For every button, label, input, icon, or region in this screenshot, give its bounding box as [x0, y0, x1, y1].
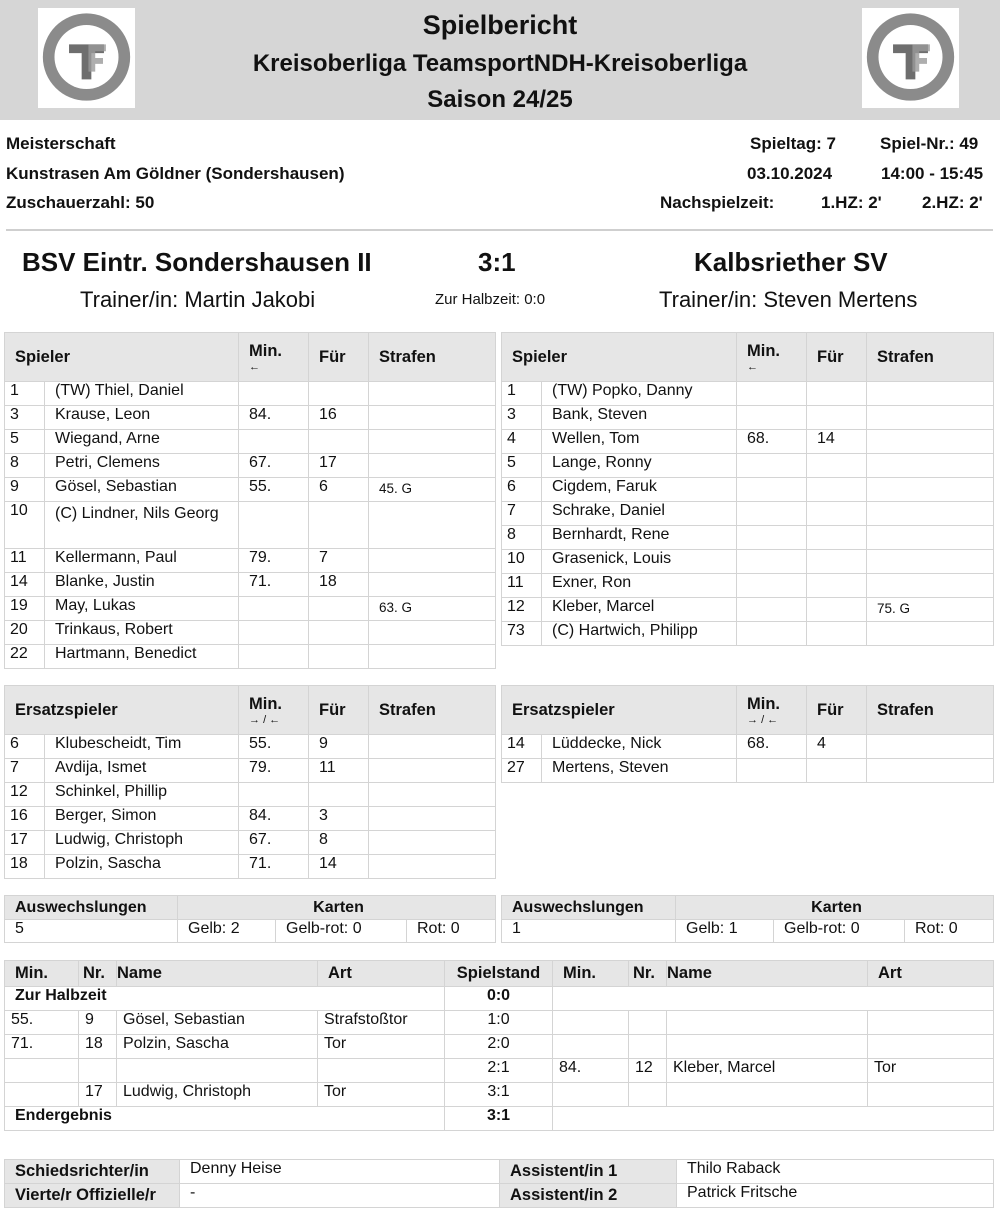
away-goal-scorer: [667, 1083, 868, 1107]
home-goal-minute: [5, 1059, 79, 1083]
shirt-number: 12: [5, 783, 45, 807]
col-for: Für: [309, 686, 369, 735]
sub-minute: [239, 621, 309, 645]
player-row: [5, 735, 496, 759]
sub-minute: [737, 406, 807, 430]
assistant1-name: Thilo Raback: [677, 1160, 994, 1184]
shirt-number: 1: [5, 382, 45, 406]
col-goal-min: Min.: [5, 961, 79, 987]
match-date: 03.10.2024: [747, 164, 833, 183]
away-goal-type: [868, 1011, 994, 1035]
final-score: 3:1: [478, 247, 516, 277]
player-name: Krause, Leon: [45, 406, 239, 430]
replaced-number: [807, 598, 867, 622]
player-row: [502, 550, 994, 574]
away-goal-number: [629, 1083, 667, 1107]
col-goal-no: Nr.: [79, 961, 117, 987]
stoppage-second-half: 2.HZ: 2': [922, 193, 983, 212]
season-label: Saison 24/25: [427, 86, 573, 113]
sub-minute: [737, 622, 807, 646]
col-goal-score: Spielstand: [445, 961, 553, 987]
venue: Kunstrasen Am Göldner (Sondershausen): [6, 164, 345, 183]
replaced-number: [309, 502, 369, 549]
shirt-number: 14: [5, 573, 45, 597]
penalty-entry: [867, 502, 994, 526]
player-row: [502, 759, 994, 783]
shirt-number: 3: [502, 406, 542, 430]
penalty-entry: [867, 622, 994, 646]
penalty-entry: [369, 382, 496, 406]
home-goal-minute: 55.: [5, 1011, 79, 1035]
sub-minute: [737, 382, 807, 406]
away-goal-number: 12: [629, 1059, 667, 1083]
player-row: [502, 502, 994, 526]
replaced-number: 3: [309, 807, 369, 831]
player-name: (TW) Popko, Danny: [542, 382, 737, 406]
shirt-number: 7: [5, 759, 45, 783]
penalty-entry: 63. G: [369, 597, 496, 621]
player-name: (C) Lindner, Nils Georg: [45, 502, 239, 549]
sub-minute: [737, 759, 807, 783]
goal-row: [5, 1035, 994, 1059]
shirt-number: 7: [502, 502, 542, 526]
replaced-number: [309, 645, 369, 669]
penalty-entry: [369, 831, 496, 855]
player-row: [5, 807, 496, 831]
col-goal-name: Name: [117, 961, 318, 987]
col-player: Spieler: [5, 333, 239, 382]
player-name: May, Lukas: [45, 597, 239, 621]
penalty-entry: [369, 430, 496, 454]
assistant2-label: Assistent/in 2: [500, 1184, 677, 1208]
player-name: Kellermann, Paul: [45, 549, 239, 573]
sub-minute: [239, 502, 309, 549]
shirt-number: 1: [502, 382, 542, 406]
replaced-number: [807, 502, 867, 526]
league-name: Kreisoberliga TeamsportNDH-Kreisoberliga: [252, 50, 748, 77]
final-result-score: 3:1: [445, 1107, 553, 1131]
sub-minute: [737, 502, 807, 526]
stoppage-label: Nachspielzeit:: [660, 193, 775, 212]
player-name: (TW) Thiel, Daniel: [45, 382, 239, 406]
col-for: Für: [807, 686, 867, 735]
home-goal-scorer: Ludwig, Christoph: [117, 1083, 318, 1107]
penalty-entry: [867, 430, 994, 454]
shirt-number: 18: [5, 855, 45, 879]
away-team-name: Kalbsriether SV: [694, 247, 888, 277]
player-row: [5, 597, 496, 621]
col-penalties: Strafen: [867, 333, 994, 382]
sub-minute: 84.: [239, 807, 309, 831]
report-title: Spielbericht: [422, 10, 578, 40]
sub-minute: [737, 598, 807, 622]
away-goal-type: [868, 1083, 994, 1107]
replaced-number: [807, 574, 867, 598]
home-summary-table: [4, 895, 496, 943]
player-row: [5, 430, 496, 454]
cards-header: Karten: [676, 896, 994, 920]
shirt-number: 10: [5, 502, 45, 549]
away-goal-type: Tor: [868, 1059, 994, 1083]
replaced-number: [807, 454, 867, 478]
col-min: Min. → / ←: [239, 686, 309, 735]
col-goal-min: Min.: [553, 961, 629, 987]
away-summary-table: [501, 895, 994, 943]
away-goal-type: [868, 1035, 994, 1059]
replaced-number: [807, 550, 867, 574]
player-row: [5, 454, 496, 478]
away-goal-scorer: Kleber, Marcel: [667, 1059, 868, 1083]
player-row: [502, 382, 994, 406]
yellow-count: Gelb: 1: [676, 920, 774, 943]
goal-row: [5, 1059, 994, 1083]
col-penalties: Strafen: [369, 333, 496, 382]
penalty-entry: [867, 382, 994, 406]
penalty-entry: [369, 406, 496, 430]
away-goal-number: [629, 1035, 667, 1059]
away-coach: Trainer/in: Steven Mertens: [659, 287, 918, 312]
away-subs-table: [501, 685, 994, 783]
player-name: Schinkel, Phillip: [45, 783, 239, 807]
shirt-number: 73: [502, 622, 542, 646]
sub-minute: [239, 645, 309, 669]
shirt-number: 11: [502, 574, 542, 598]
replaced-number: 17: [309, 454, 369, 478]
player-name: Klubescheidt, Tim: [45, 735, 239, 759]
player-row: [5, 621, 496, 645]
matchday: Spieltag: 7: [750, 134, 836, 153]
home-team-name: BSV Eintr. Sondershausen II: [22, 247, 372, 277]
col-for: Für: [309, 333, 369, 382]
shirt-number: 22: [5, 645, 45, 669]
penalty-entry: [369, 735, 496, 759]
replaced-number: [807, 406, 867, 430]
officials-table: [4, 1159, 994, 1208]
referee-label: Schiedsrichter/in: [5, 1160, 180, 1184]
player-row: [5, 549, 496, 573]
player-row: [502, 598, 994, 622]
running-score: 2:0: [445, 1035, 553, 1059]
shirt-number: 9: [5, 478, 45, 502]
shirt-number: 14: [502, 735, 542, 759]
home-goal-number: 9: [79, 1011, 117, 1035]
col-sub-player: Ersatzspieler: [502, 686, 737, 735]
shirt-number: 5: [5, 430, 45, 454]
yellow-red-count: Gelb-rot: 0: [276, 920, 407, 943]
running-score: 3:1: [445, 1083, 553, 1107]
player-name: Hartmann, Benedict: [45, 645, 239, 669]
home-goal-scorer: Gösel, Sebastian: [117, 1011, 318, 1035]
subs-count: 5: [5, 920, 178, 943]
home-goal-type: Tor: [318, 1035, 445, 1059]
final-result-row: [5, 1107, 994, 1131]
home-subs-table: [4, 685, 496, 879]
sub-minute: [239, 597, 309, 621]
shirt-number: 6: [5, 735, 45, 759]
subs-header: Auswechslungen: [502, 896, 676, 920]
running-score: 1:0: [445, 1011, 553, 1035]
subs-count: 1: [502, 920, 676, 943]
replaced-number: 9: [309, 735, 369, 759]
shirt-number: 6: [502, 478, 542, 502]
replaced-number: [807, 622, 867, 646]
sub-minute: 79.: [239, 759, 309, 783]
player-row: [5, 382, 496, 406]
col-penalties: Strafen: [369, 686, 496, 735]
player-row: [502, 574, 994, 598]
col-sub-player: Ersatzspieler: [5, 686, 239, 735]
player-row: [5, 783, 496, 807]
penalty-entry: [369, 454, 496, 478]
col-min: Min. ←: [239, 333, 309, 382]
player-name: Kleber, Marcel: [542, 598, 737, 622]
penalty-entry: [867, 526, 994, 550]
player-row: [502, 406, 994, 430]
sub-minute: 71.: [239, 573, 309, 597]
sub-minute: [737, 574, 807, 598]
divider: [6, 229, 993, 231]
replaced-number: 18: [309, 573, 369, 597]
penalty-entry: [867, 574, 994, 598]
player-name: Bank, Steven: [542, 406, 737, 430]
penalty-entry: [867, 478, 994, 502]
halftime-score-cell: 0:0: [445, 987, 553, 1011]
away-goal-minute: [553, 1035, 629, 1059]
halftime-label: Zur Halbzeit: [5, 987, 445, 1011]
replaced-number: 16: [309, 406, 369, 430]
match-number: Spiel-Nr.: 49: [880, 134, 979, 153]
stoppage-first-half: 1.HZ: 2': [821, 193, 882, 212]
player-row: [5, 478, 496, 502]
assistant1-label: Assistent/in 1: [500, 1160, 677, 1184]
home-goal-number: 18: [79, 1035, 117, 1059]
col-for: Für: [807, 333, 867, 382]
sub-minute: 84.: [239, 406, 309, 430]
sub-minute: [737, 454, 807, 478]
penalty-entry: [369, 645, 496, 669]
replaced-number: 6: [309, 478, 369, 502]
player-name: Schrake, Daniel: [542, 502, 737, 526]
competition-type: Meisterschaft: [6, 134, 116, 153]
player-name: Exner, Ron: [542, 574, 737, 598]
away-goal-scorer: [667, 1011, 868, 1035]
yellow-red-count: Gelb-rot: 0: [774, 920, 905, 943]
home-goal-minute: [5, 1083, 79, 1107]
red-count: Rot: 0: [407, 920, 496, 943]
player-name: Berger, Simon: [45, 807, 239, 831]
penalty-entry: [867, 550, 994, 574]
penalty-entry: [369, 502, 496, 549]
replaced-number: [807, 526, 867, 550]
penalty-entry: [369, 621, 496, 645]
col-player: Spieler: [502, 333, 737, 382]
subs-header: Auswechslungen: [5, 896, 178, 920]
player-row: [502, 478, 994, 502]
replaced-number: [807, 478, 867, 502]
col-goal-name: Name: [667, 961, 868, 987]
player-row: [502, 454, 994, 478]
sub-minute: 55.: [239, 478, 309, 502]
penalty-entry: [867, 735, 994, 759]
away-lineup-table: [501, 332, 994, 646]
penalty-entry: [369, 573, 496, 597]
player-name: Grasenick, Louis: [542, 550, 737, 574]
yellow-count: Gelb: 2: [178, 920, 276, 943]
sub-minute: [239, 382, 309, 406]
player-name: Polzin, Sascha: [45, 855, 239, 879]
player-row: [5, 831, 496, 855]
player-name: Trinkaus, Robert: [45, 621, 239, 645]
shirt-number: 8: [502, 526, 542, 550]
shirt-number: 27: [502, 759, 542, 783]
penalty-entry: [369, 759, 496, 783]
attendance: Zuschauerzahl: 50: [6, 193, 155, 212]
player-name: Wiegand, Arne: [45, 430, 239, 454]
player-name: Blanke, Justin: [45, 573, 239, 597]
player-name: Gösel, Sebastian: [45, 478, 239, 502]
sub-minute: [239, 430, 309, 454]
replaced-number: 14: [807, 430, 867, 454]
sub-minute: 79.: [239, 549, 309, 573]
replaced-number: 14: [309, 855, 369, 879]
player-name: Wellen, Tom: [542, 430, 737, 454]
shirt-number: 12: [502, 598, 542, 622]
player-row: [502, 526, 994, 550]
shirt-number: 5: [502, 454, 542, 478]
sub-minute: 67.: [239, 831, 309, 855]
replaced-number: [309, 430, 369, 454]
player-name: Ludwig, Christoph: [45, 831, 239, 855]
away-goal-minute: [553, 1083, 629, 1107]
sub-minute: [737, 550, 807, 574]
sub-minute: 68.: [737, 430, 807, 454]
replaced-number: 7: [309, 549, 369, 573]
penalty-entry: [369, 855, 496, 879]
replaced-number: 11: [309, 759, 369, 783]
shirt-number: 8: [5, 454, 45, 478]
replaced-number: 4: [807, 735, 867, 759]
player-row: [502, 430, 994, 454]
replaced-number: [807, 759, 867, 783]
away-goal-number: [629, 1011, 667, 1035]
player-row: [5, 759, 496, 783]
player-name: Petri, Clemens: [45, 454, 239, 478]
match-time: 14:00 - 15:45: [881, 164, 984, 183]
fourth-official-label: Vierte/r Offizielle/r: [5, 1184, 180, 1208]
player-name: Lange, Ronny: [542, 454, 737, 478]
away-goal-minute: [553, 1011, 629, 1035]
sub-minute: 67.: [239, 454, 309, 478]
home-goal-number: 17: [79, 1083, 117, 1107]
shirt-number: 11: [5, 549, 45, 573]
player-name: Lüddecke, Nick: [542, 735, 737, 759]
home-goal-type: Strafstoßtor: [318, 1011, 445, 1035]
player-name: Bernhardt, Rene: [542, 526, 737, 550]
shirt-number: 10: [502, 550, 542, 574]
home-lineup-table: [4, 332, 496, 669]
player-row: [502, 622, 994, 646]
penalty-entry: [867, 759, 994, 783]
shirt-number: 17: [5, 831, 45, 855]
col-min: Min. ←: [737, 333, 807, 382]
player-row: [5, 406, 496, 430]
sub-minute: 55.: [239, 735, 309, 759]
penalty-entry: [867, 406, 994, 430]
shirt-number: 19: [5, 597, 45, 621]
away-goal-minute: 84.: [553, 1059, 629, 1083]
col-goal-type: Art: [318, 961, 445, 987]
shirt-number: 16: [5, 807, 45, 831]
player-name: (C) Hartwich, Philipp: [542, 622, 737, 646]
penalty-entry: [369, 807, 496, 831]
home-goal-scorer: [117, 1059, 318, 1083]
player-row: [5, 645, 496, 669]
sub-minute: [239, 783, 309, 807]
red-count: Rot: 0: [905, 920, 994, 943]
assistant2-name: Patrick Fritsche: [677, 1184, 994, 1208]
penalty-entry: 45. G: [369, 478, 496, 502]
player-row: [5, 573, 496, 597]
player-row: [5, 855, 496, 879]
home-goal-scorer: Polzin, Sascha: [117, 1035, 318, 1059]
halftime-row: [5, 987, 994, 1011]
player-row: [502, 735, 994, 759]
home-goal-minute: 71.: [5, 1035, 79, 1059]
penalty-entry: [369, 783, 496, 807]
replaced-number: [807, 382, 867, 406]
sub-minute: 68.: [737, 735, 807, 759]
replaced-number: [309, 382, 369, 406]
replaced-number: 8: [309, 831, 369, 855]
player-row: [5, 502, 496, 549]
halftime-score: Zur Halbzeit: 0:0: [435, 291, 546, 308]
replaced-number: [309, 621, 369, 645]
penalty-entry: [867, 454, 994, 478]
player-name: Avdija, Ismet: [45, 759, 239, 783]
replaced-number: [309, 597, 369, 621]
sub-minute: 71.: [239, 855, 309, 879]
col-goal-no: Nr.: [629, 961, 667, 987]
player-name: Mertens, Steven: [542, 759, 737, 783]
home-goal-number: [79, 1059, 117, 1083]
cards-header: Karten: [178, 896, 496, 920]
shirt-number: 20: [5, 621, 45, 645]
col-penalties: Strafen: [867, 686, 994, 735]
final-result-label: Endergebnis: [5, 1107, 445, 1131]
player-name: Cigdem, Faruk: [542, 478, 737, 502]
penalty-entry: [369, 549, 496, 573]
col-goal-type: Art: [868, 961, 994, 987]
home-goal-type: Tor: [318, 1083, 445, 1107]
goal-row: [5, 1083, 994, 1107]
shirt-number: 3: [5, 406, 45, 430]
shirt-number: 4: [502, 430, 542, 454]
sub-minute: [737, 478, 807, 502]
goal-row: [5, 1011, 994, 1035]
fourth-official-name: -: [180, 1184, 500, 1208]
referee-name: Denny Heise: [180, 1160, 500, 1184]
goals-table: [4, 960, 994, 1131]
sub-minute: [737, 526, 807, 550]
running-score: 2:1: [445, 1059, 553, 1083]
home-coach: Trainer/in: Martin Jakobi: [80, 287, 316, 312]
home-goal-type: [318, 1059, 445, 1083]
penalty-entry: 75. G: [867, 598, 994, 622]
away-goal-scorer: [667, 1035, 868, 1059]
replaced-number: [309, 783, 369, 807]
col-min: Min. → / ←: [737, 686, 807, 735]
